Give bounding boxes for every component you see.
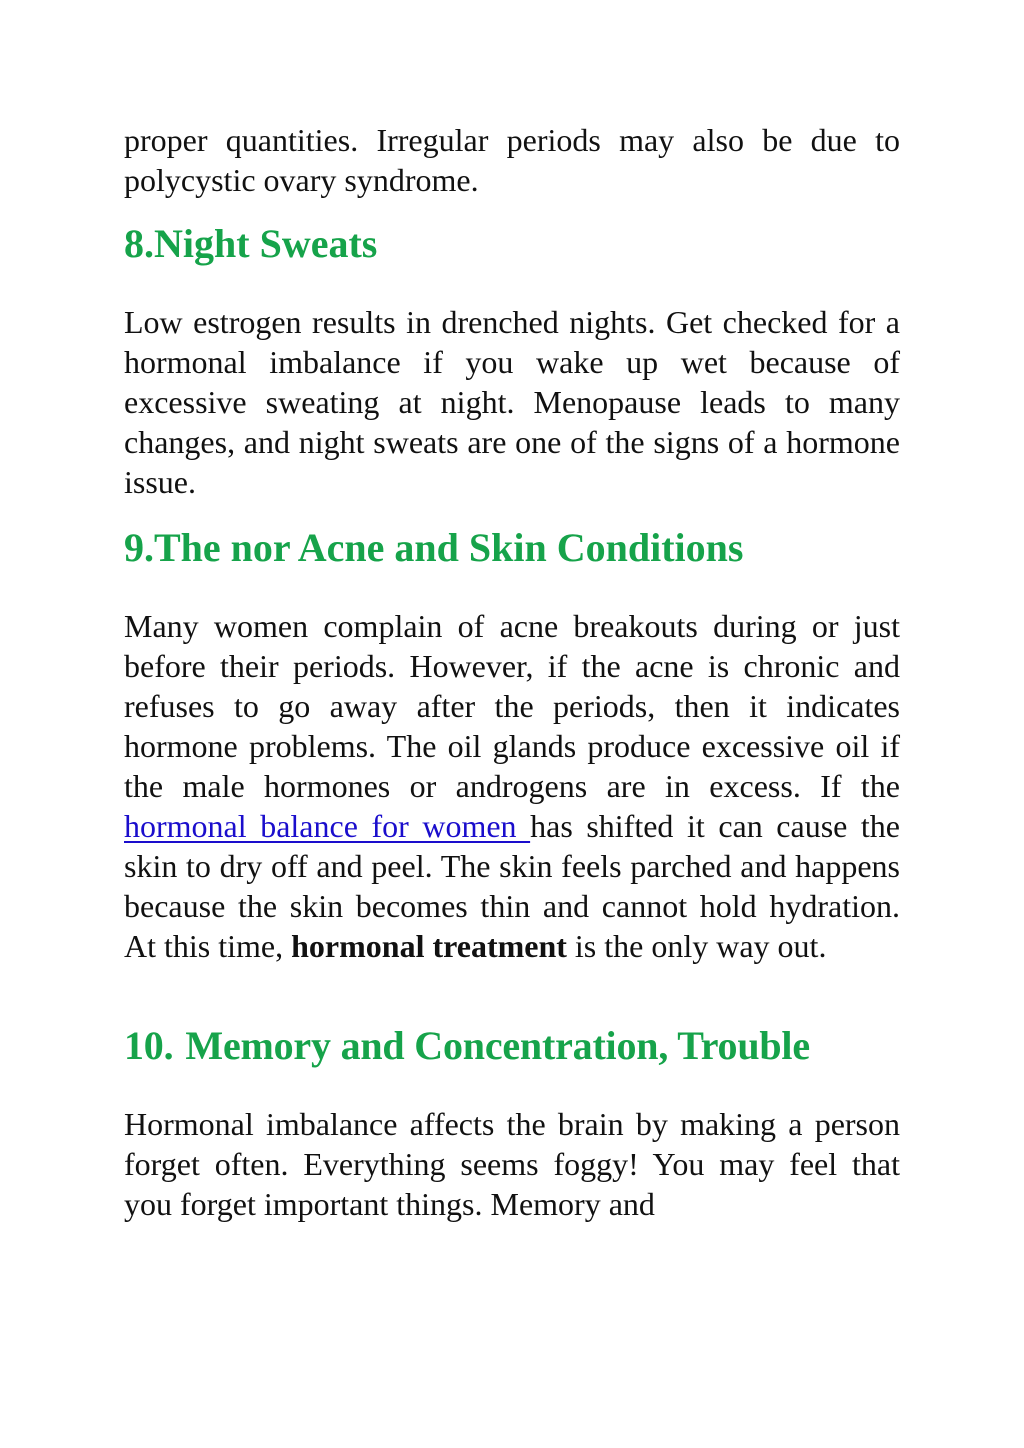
section-10-number: 10. [124,1023,174,1068]
hormonal-balance-link[interactable]: hormonal balance for women [124,808,531,844]
section-9-text-end: is the only way out. [566,928,827,964]
intro-text: proper quantities. Irregular periods may also be due to polycystic ovary syndrome. [124,122,900,198]
section-8-heading [124,220,900,268]
section-9-text-start: Many women complain of acne breakouts during or just before their periods. However, if the acne is chronic and refuses to go away after the periods, then it indicates hormone problems. The oil glands produce excessive oil if the male hormones or androgens are in excess. If the [124,608,900,804]
section-8-title: Night Sweats [154,221,378,266]
hormonal-treatment-bold: hormonal treatment [291,928,567,964]
section-10-body [124,1104,900,1224]
section-9-heading [124,524,900,572]
section-9-number: 9. [124,525,154,570]
section-8-text: Low estrogen results in drenched nights. Get checked for a hormonal imbalance if you wake up wet because of excessive sweating at night. Menopause leads to many changes, and night sweats are one of the signs of a hormone issue. [124,304,900,500]
section-8-number: 8. [124,221,154,266]
section-8-body [124,302,900,502]
intro-paragraph [124,120,900,200]
section-9-body [124,606,900,966]
section-10-title: Memory and Concentration, Trouble [185,1023,810,1068]
section-9-title: The nor Acne and Skin Conditions [154,525,744,570]
section-10-text: Hormonal imbalance affects the brain by making a person forget often. Everything seems foggy! You may feel that you forget important things. Memory and [124,1106,900,1222]
section-10-heading [124,1022,900,1070]
section-9-text-middle: has shifted it can cause the skin to dry off and peel. The skin feels parched and happens because the skin becomes thin and cannot hold hydration. At this time, [124,808,901,964]
document-page [124,120,900,1224]
